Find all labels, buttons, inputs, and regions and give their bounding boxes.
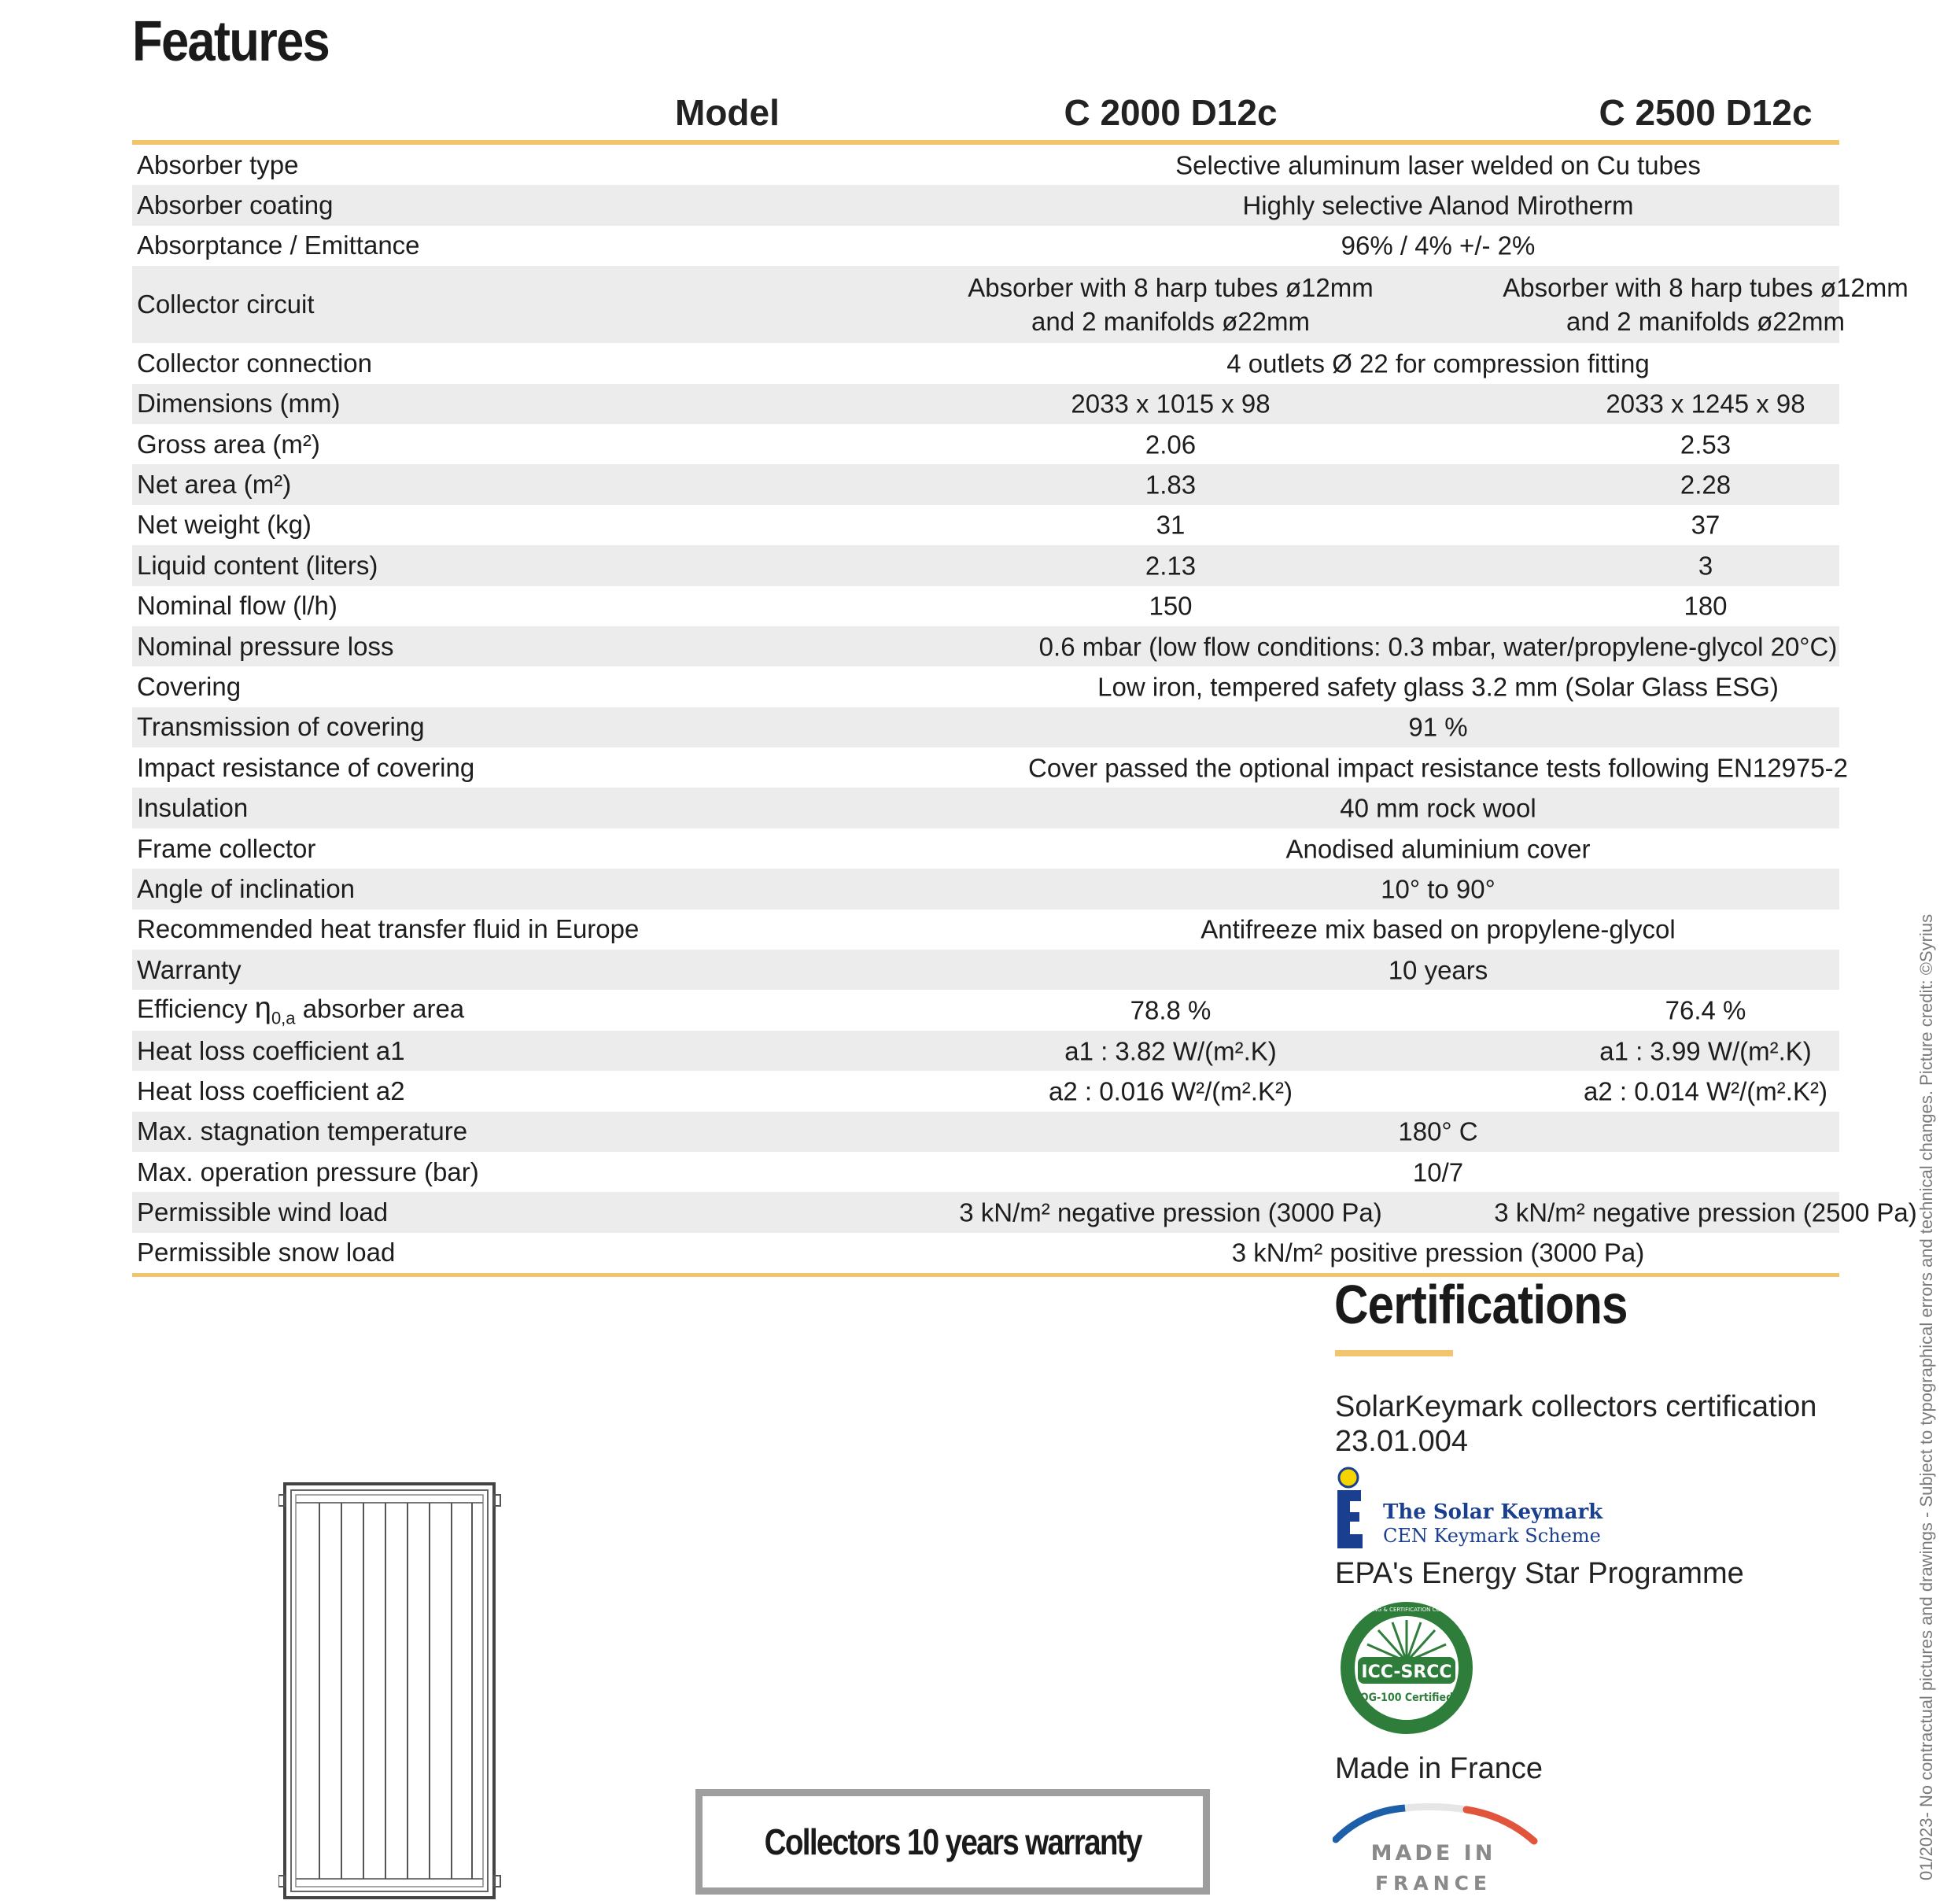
row-label: Nominal flow (l/h) bbox=[137, 591, 337, 621]
warranty-banner bbox=[695, 1789, 1210, 1895]
row-value: Cover passed the optional impact resistance tests following EN12975-2 bbox=[1028, 753, 1848, 783]
table-row bbox=[132, 145, 1839, 185]
row-label: Heat loss coefficient a2 bbox=[137, 1076, 405, 1105]
table-row bbox=[132, 1233, 1839, 1273]
row-value: 10 years bbox=[1388, 955, 1488, 985]
solarkeymark-number: 23.01.004 bbox=[1335, 1425, 1469, 1458]
table-row bbox=[132, 828, 1839, 869]
row-label: Max. operation pressure (bar) bbox=[137, 1157, 479, 1186]
mif-logo-line2: FRANCE bbox=[1374, 1872, 1492, 1895]
table-row bbox=[132, 1192, 1917, 1232]
solarkeymark-text bbox=[1335, 1389, 1816, 1459]
row-label: Max. stagnation temperature bbox=[137, 1116, 468, 1146]
table-row bbox=[132, 586, 1839, 626]
table-row bbox=[132, 545, 1839, 585]
row-label: Collector circuit bbox=[137, 290, 315, 319]
row-value-model-2: a2 : 0.014 W²/(m².K²) bbox=[1584, 1076, 1827, 1106]
row-value: 3 kN/m² positive pression (3000 Pa) bbox=[1231, 1238, 1645, 1267]
row-label: Impact resistance of covering bbox=[137, 752, 475, 782]
solarkeymark-line: SolarKeymark collectors certification bbox=[1335, 1390, 1817, 1423]
header-model-2: C 2500 D12c bbox=[1599, 92, 1813, 133]
certifications-underline bbox=[1335, 1350, 1453, 1356]
value-line: Absorber with 8 harp tubes ø12mm bbox=[1503, 273, 1909, 303]
row-label: Insulation bbox=[137, 793, 249, 823]
table-row bbox=[132, 226, 1839, 266]
row-label: Absorptance / Emittance bbox=[137, 231, 420, 260]
warranty-text: Collectors 10 years warranty bbox=[764, 1821, 1141, 1862]
table-row bbox=[132, 707, 1839, 747]
icc-logo-main: ICC-SRCC bbox=[1361, 1662, 1452, 1682]
value-line: Absorber with 8 harp tubes ø12mm bbox=[968, 273, 1374, 303]
row-value-model-1: 2.13 bbox=[1145, 551, 1197, 581]
value-line: and 2 manifolds ø22mm bbox=[1031, 307, 1310, 337]
header-model: Model bbox=[675, 92, 780, 133]
row-label: Angle of inclination bbox=[137, 873, 356, 903]
row-value-model-1 bbox=[911, 271, 1430, 338]
made-in-france-logo-icon bbox=[1333, 1802, 1545, 1896]
row-label: Net weight (kg) bbox=[137, 510, 312, 540]
table-row bbox=[132, 990, 1839, 1030]
row-value: 40 mm rock wool bbox=[1340, 793, 1536, 823]
table-row bbox=[132, 1071, 1839, 1111]
row-value-model-2: a1 : 3.99 W/(m².K) bbox=[1599, 1036, 1812, 1065]
eta-symbol: η bbox=[254, 991, 271, 1025]
row-value: 96% / 4% +/- 2% bbox=[1341, 231, 1536, 260]
row-value: Low iron, tempered safety glass 3.2 mm (Solar Glass ESG) bbox=[1097, 672, 1779, 702]
row-label: Net area (m²) bbox=[137, 470, 292, 500]
row-label: Warranty bbox=[137, 954, 242, 984]
table-row bbox=[132, 788, 1839, 828]
row-value-model-1: 1.83 bbox=[1145, 470, 1197, 500]
row-label: Permissible wind load bbox=[137, 1197, 389, 1227]
row-label: Liquid content (liters) bbox=[137, 550, 378, 580]
row-label: Heat loss coefficient a1 bbox=[137, 1035, 405, 1065]
row-value: Anodised aluminium cover bbox=[1285, 834, 1591, 864]
row-value-model-2: 37 bbox=[1691, 510, 1720, 540]
row-value-model-1: 2.06 bbox=[1145, 430, 1197, 459]
table-row bbox=[132, 185, 1839, 225]
row-label: Frame collector bbox=[137, 833, 316, 863]
icc-logo-sub: OG-100 Certified bbox=[1359, 1692, 1454, 1704]
table-row bbox=[132, 666, 1839, 707]
row-value: 10° to 90° bbox=[1381, 874, 1496, 904]
table-header bbox=[132, 87, 1839, 145]
row-value-model-1: 31 bbox=[1156, 510, 1186, 540]
keymark-logo-subtitle: CEN Keymark Scheme bbox=[1383, 1525, 1601, 1547]
row-value-model-1: 78.8 % bbox=[1130, 995, 1212, 1025]
row-value: Antifreeze mix based on propylene-glycol bbox=[1200, 914, 1676, 944]
row-value: 180° C bbox=[1398, 1116, 1478, 1146]
certifications-title: Certifications bbox=[1334, 1274, 1628, 1335]
header-model-1: C 2000 D12c bbox=[1064, 92, 1278, 133]
table-row bbox=[132, 343, 1839, 383]
row-label: Covering bbox=[137, 671, 242, 701]
icc-logo-ring: SOLAR RATING & CERTIFICATION CORPORATION bbox=[1341, 1607, 1473, 1613]
row-label: Dimensions (mm) bbox=[137, 389, 341, 419]
row-value: 10/7 bbox=[1412, 1157, 1464, 1187]
row-value-model-1: 150 bbox=[1149, 591, 1193, 621]
table-row bbox=[132, 626, 1839, 666]
keymark-logo-title: The Solar Keymark bbox=[1383, 1500, 1603, 1524]
table-row bbox=[132, 747, 1848, 788]
row-label: Gross area (m²) bbox=[137, 429, 320, 459]
row-label: Nominal pressure loss bbox=[137, 631, 394, 661]
row-value-model-1: a1 : 3.82 W/(m².K) bbox=[1064, 1036, 1277, 1065]
table-row bbox=[132, 266, 1909, 343]
row-label: Transmission of covering bbox=[137, 712, 425, 742]
row-value-model-2: 76.4 % bbox=[1665, 995, 1746, 1025]
table-row bbox=[132, 424, 1839, 464]
solar-collector-drawing-icon bbox=[278, 1479, 507, 1904]
table-row bbox=[132, 464, 1839, 504]
features-title: Features bbox=[132, 10, 330, 73]
table-row bbox=[132, 505, 1839, 545]
eta-subscript: 0,a bbox=[271, 1008, 296, 1028]
row-value: 91 % bbox=[1408, 712, 1468, 742]
row-value-model-2: 180 bbox=[1684, 591, 1728, 621]
label-text: Efficiency bbox=[137, 994, 255, 1024]
row-label: Collector connection bbox=[137, 348, 372, 378]
row-value-model-2: 2.53 bbox=[1680, 430, 1732, 459]
made-in-france-text: Made in France bbox=[1335, 1752, 1543, 1785]
row-value-model-2 bbox=[1438, 271, 1951, 338]
table-row bbox=[132, 1152, 1839, 1192]
icc-srcc-logo-icon bbox=[1337, 1599, 1487, 1748]
row-label bbox=[137, 992, 464, 1029]
row-value: 4 outlets Ø 22 for compression fitting bbox=[1226, 349, 1650, 378]
row-value-model-1: 3 kN/m² negative pression (3000 Pa) bbox=[959, 1197, 1382, 1227]
table-row bbox=[132, 950, 1839, 990]
row-value-model-1: a2 : 0.016 W²/(m².K²) bbox=[1049, 1076, 1293, 1106]
features-table bbox=[132, 87, 1917, 1277]
row-value-model-2: 3 kN/m² negative pression (2500 Pa) bbox=[1494, 1197, 1917, 1227]
table-row bbox=[132, 869, 1839, 909]
row-value: Highly selective Alanod Mirotherm bbox=[1242, 190, 1634, 220]
row-value: Selective aluminum laser welded on Cu tubes bbox=[1175, 150, 1701, 180]
epa-text: EPA's Energy Star Programme bbox=[1335, 1557, 1744, 1590]
row-value-model-2: 3 bbox=[1698, 551, 1713, 581]
row-label: Absorber type bbox=[137, 149, 299, 179]
solar-keymark-logo-icon bbox=[1333, 1467, 1616, 1553]
value-line: and 2 manifolds ø22mm bbox=[1566, 307, 1845, 337]
row-label: Recommended heat transfer fluid in Europe bbox=[137, 914, 640, 944]
row-value-model-2: 2.28 bbox=[1680, 470, 1732, 500]
row-label: Permissible snow load bbox=[137, 1238, 396, 1267]
row-value-model-1: 2033 x 1015 x 98 bbox=[1071, 389, 1271, 419]
row-label: Absorber coating bbox=[137, 190, 334, 220]
row-value-model-2: 2033 x 1245 x 98 bbox=[1606, 389, 1805, 419]
label-text: absorber area bbox=[295, 994, 465, 1024]
table-row bbox=[132, 384, 1839, 424]
table-row bbox=[132, 910, 1839, 950]
table-row bbox=[132, 1031, 1839, 1071]
table-row bbox=[132, 1112, 1839, 1152]
disclaimer-note: 01/2023- No contractual pictures and drawings - Subject to typographical errors and technical changes. Picture credit: ©Syrius bbox=[1916, 913, 1936, 1880]
mif-logo-line1: MADE IN bbox=[1370, 1841, 1496, 1865]
row-value: 0.6 mbar (low flow conditions: 0.3 mbar, water/propylene-glycol 20°C) bbox=[1038, 632, 1838, 662]
